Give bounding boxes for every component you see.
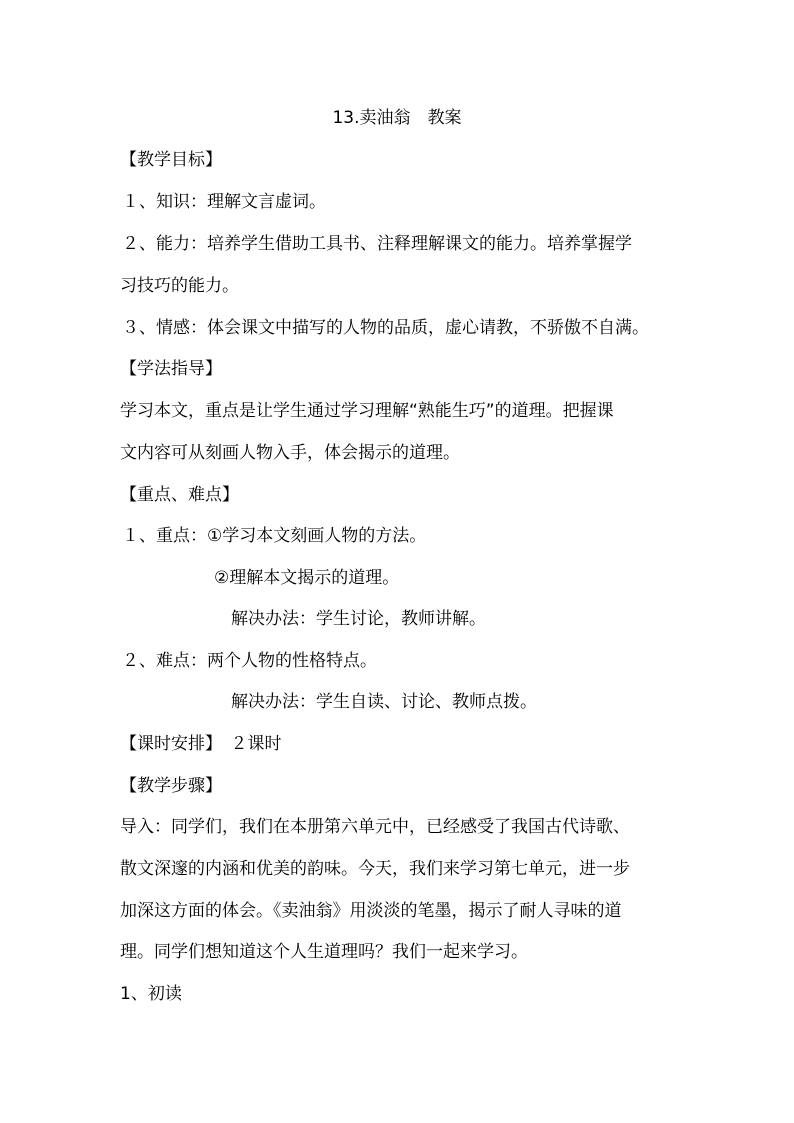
intro-line-3: 加深这方面的体会。《卖油翁》用淡淡的笔墨，揭示了耐人寻味的道 <box>120 901 622 921</box>
difficult-point-solution: 解决办法：学生自读、讨论、教师点拨。 <box>231 692 537 712</box>
key-point-2: ②理解本文揭示的道理。 <box>214 568 400 588</box>
step-first-reading: 1、初读 <box>120 984 182 1004</box>
study-guide-line-1: 学习本文，重点是让学生通过学习理解“熟能生巧”的道理。把握课 <box>120 401 614 421</box>
goal-knowledge: １、知识：理解文言虚词。 <box>122 192 326 212</box>
difficult-point: ２、难点：两个人物的性格特点。 <box>122 651 377 671</box>
key-point-solution: 解决办法：学生讨论，教师讲解。 <box>231 609 486 629</box>
intro-line-4: 理。同学们想知道这个人生道理吗？我们一起来学习。 <box>120 942 528 962</box>
page-title: 13.卖油翁 教案 <box>332 108 462 128</box>
goal-ability-line-2: 习技巧的能力。 <box>120 276 239 296</box>
heading-teaching-goals: 【教学目标】 <box>120 150 222 170</box>
study-guide-line-2: 文内容可从刻画人物入手，体会揭示的道理。 <box>120 443 460 463</box>
key-point-1: １、重点：①学习本文刻画人物的方法。 <box>122 526 427 546</box>
goal-emotion: ３、情感：体会课文中描写的人物的品质，虚心请教，不骄傲不自满。 <box>122 318 649 338</box>
heading-key-difficult-points: 【重点、难点】 <box>120 485 239 505</box>
heading-study-guide: 【学法指导】 <box>120 359 222 379</box>
heading-teaching-steps: 【教学步骤】 <box>120 776 222 796</box>
intro-line-1: 导入：同学们，我们在本册第六单元中，已经感受了我国古代诗歌、 <box>120 817 630 837</box>
heading-class-schedule: 【课时安排】 ２课时 <box>120 734 282 754</box>
goal-ability-line-1: ２、能力：培养学生借助工具书、注释理解课文的能力。培养掌握学 <box>122 234 632 254</box>
intro-line-2: 散文深邃的内涵和优美的韵味。今天，我们来学习第七单元，进一步 <box>120 859 630 879</box>
